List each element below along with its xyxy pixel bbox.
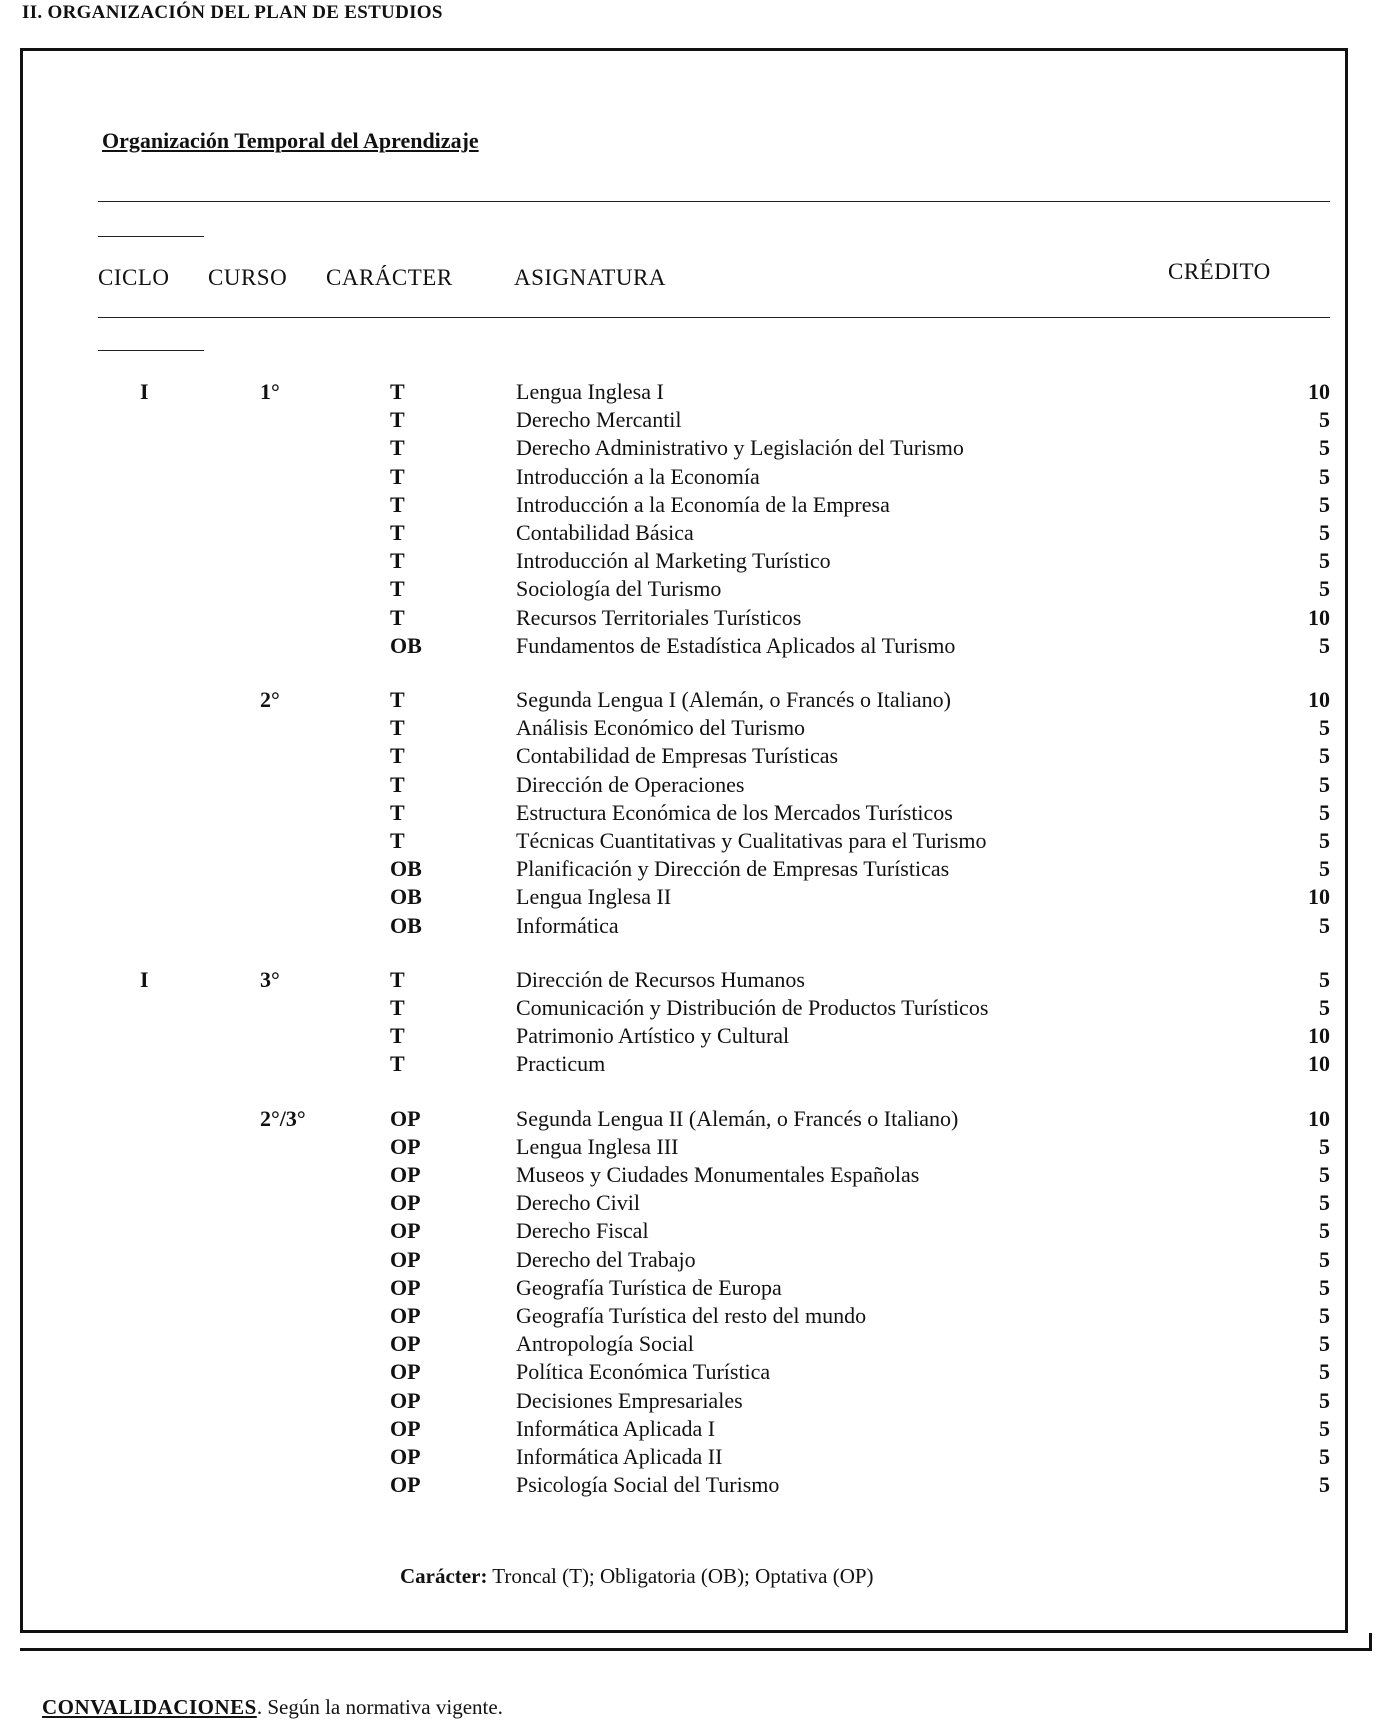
cell-caracter: OP [390, 1218, 421, 1243]
plan-subtitle: Organización Temporal del Aprendizaje [102, 128, 479, 153]
cell-caracter: OP [390, 1303, 421, 1328]
cell-credito: 5 [1319, 967, 1330, 992]
cell-credito: 5 [1319, 520, 1330, 545]
cell-caracter: T [390, 687, 405, 712]
cell-credito: 5 [1319, 1190, 1330, 1215]
cell-caracter: OB [390, 913, 422, 938]
cell-credito: 10 [1308, 1051, 1330, 1076]
cell-asignatura: Introducción a la Economía [516, 464, 760, 489]
cell-asignatura: Introducción al Marketing Turístico [516, 548, 831, 573]
convalidaciones-text: . Según la normativa vigente. [256, 1695, 503, 1719]
header-credito: CRÉDITO [1168, 259, 1271, 284]
header-asignatura: ASIGNATURA [514, 265, 666, 290]
cell-credito: 5 [1319, 1331, 1330, 1356]
cell-asignatura: Patrimonio Artístico y Cultural [516, 1023, 790, 1048]
cell-asignatura: Derecho Mercantil [516, 407, 682, 432]
frame-bottom-corner [1369, 1633, 1372, 1650]
cell-credito: 5 [1319, 1444, 1330, 1469]
cell-asignatura: Geografía Turística del resto del mundo [516, 1303, 867, 1328]
cell-asignatura: Fundamentos de Estadística Aplicados al Turismo [516, 633, 956, 658]
cell-asignatura: Informática Aplicada II [516, 1444, 723, 1469]
cell-asignatura: Museos y Ciudades Monumentales Españolas [516, 1162, 920, 1187]
cell-credito: 10 [1308, 1106, 1330, 1131]
cell-asignatura: Decisiones Empresariales [516, 1388, 743, 1413]
cell-credito: 5 [1319, 435, 1330, 460]
cell-asignatura: Antropología Social [516, 1331, 694, 1356]
cell-curso: 1° [260, 379, 280, 404]
header-top-rule-short [98, 236, 204, 237]
cell-credito: 5 [1319, 828, 1330, 853]
cell-credito: 5 [1319, 995, 1330, 1020]
legend-text: Troncal (T); Obligatoria (OB); Optativa (OP) [487, 1564, 874, 1588]
cell-caracter: T [390, 967, 405, 992]
cell-credito: 10 [1308, 379, 1330, 404]
cell-credito: 5 [1319, 715, 1330, 740]
cell-caracter: OB [390, 856, 422, 881]
cell-caracter: T [390, 492, 405, 517]
cell-asignatura: Técnicas Cuantitativas y Cualitativas para el Turismo [516, 828, 987, 853]
header-bottom-rule-short [98, 350, 204, 351]
cell-caracter: OP [390, 1162, 421, 1187]
cell-credito: 10 [1308, 884, 1330, 909]
convalidaciones-label: CONVALIDACIONES [42, 1695, 257, 1719]
cell-credito: 5 [1319, 1416, 1330, 1441]
cell-credito: 5 [1319, 1303, 1330, 1328]
cell-ciclo: I [140, 967, 149, 992]
cell-credito: 5 [1319, 1218, 1330, 1243]
legend-label: Carácter: [400, 1564, 488, 1588]
cell-credito: 5 [1319, 1388, 1330, 1413]
cell-asignatura: Análisis Económico del Turismo [516, 715, 806, 740]
cell-credito: 5 [1319, 856, 1330, 881]
cell-caracter: T [390, 435, 405, 460]
cell-caracter: OP [390, 1106, 421, 1131]
cell-credito: 10 [1308, 1023, 1330, 1048]
cell-ciclo: I [140, 379, 149, 404]
cell-asignatura: Dirección de Recursos Humanos [516, 967, 805, 992]
cell-credito: 5 [1319, 1472, 1330, 1497]
cell-caracter: OP [390, 1134, 421, 1159]
cell-credito: 5 [1319, 492, 1330, 517]
cell-asignatura: Estructura Económica de los Mercados Turísticos [516, 800, 953, 825]
cell-asignatura: Segunda Lengua II (Alemán, o Francés o Italiano) [516, 1106, 959, 1131]
cell-caracter: T [390, 1023, 405, 1048]
cell-asignatura: Derecho Fiscal [516, 1218, 649, 1243]
cell-asignatura: Comunicación y Distribución de Productos Turísticos [516, 995, 989, 1020]
cell-caracter: OP [390, 1331, 421, 1356]
cell-credito: 5 [1319, 1162, 1330, 1187]
cell-credito: 5 [1319, 633, 1330, 658]
cell-caracter: T [390, 828, 405, 853]
cell-caracter: T [390, 743, 405, 768]
cell-credito: 5 [1319, 548, 1330, 573]
cell-caracter: OP [390, 1190, 421, 1215]
cell-caracter: OP [390, 1359, 421, 1384]
cell-asignatura: Geografía Turística de Europa [516, 1275, 782, 1300]
cell-asignatura: Recursos Territoriales Turísticos [516, 605, 802, 630]
cell-asignatura: Sociología del Turismo [516, 576, 722, 601]
cell-asignatura: Derecho del Trabajo [516, 1247, 696, 1272]
cell-asignatura: Psicología Social del Turismo [516, 1472, 780, 1497]
cell-credito: 5 [1319, 464, 1330, 489]
cell-caracter: OB [390, 884, 422, 909]
cell-asignatura: Contabilidad Básica [516, 520, 694, 545]
cell-asignatura: Lengua Inglesa II [516, 884, 672, 909]
header-caracter: CARÁCTER [326, 265, 453, 290]
cell-caracter: T [390, 995, 405, 1020]
cell-asignatura: Derecho Civil [516, 1190, 641, 1215]
cell-asignatura: Lengua Inglesa III [516, 1134, 679, 1159]
cell-asignatura: Contabilidad de Empresas Turísticas [516, 743, 839, 768]
cell-caracter: T [390, 379, 405, 404]
cell-credito: 5 [1319, 1247, 1330, 1272]
cell-caracter: T [390, 800, 405, 825]
cell-caracter: OP [390, 1472, 421, 1497]
frame-bottom-rule [20, 1648, 1372, 1651]
cell-curso: 2°/3° [260, 1106, 306, 1131]
cell-asignatura: Dirección de Operaciones [516, 772, 745, 797]
cell-asignatura: Informática [516, 913, 619, 938]
cell-curso: 3° [260, 967, 280, 992]
cell-caracter: T [390, 1051, 405, 1076]
cell-caracter: T [390, 715, 405, 740]
cell-asignatura: Practicum [516, 1051, 606, 1076]
header-top-rule [98, 201, 1330, 202]
header-bottom-rule [98, 317, 1330, 318]
cell-credito: 5 [1319, 1275, 1330, 1300]
cell-asignatura: Planificación y Dirección de Empresas Turísticas [516, 856, 950, 881]
cell-caracter: OP [390, 1416, 421, 1441]
cell-credito: 5 [1319, 1359, 1330, 1384]
cell-credito: 5 [1319, 772, 1330, 797]
header-curso: CURSO [208, 265, 288, 290]
cell-asignatura: Informática Aplicada I [516, 1416, 716, 1441]
cell-caracter: T [390, 520, 405, 545]
cell-caracter: OP [390, 1388, 421, 1413]
cell-curso: 2° [260, 687, 280, 712]
section-title: II. ORGANIZACIÓN DEL PLAN DE ESTUDIOS [22, 2, 443, 23]
cell-caracter: OP [390, 1444, 421, 1469]
cell-credito: 5 [1319, 407, 1330, 432]
cell-caracter: OP [390, 1275, 421, 1300]
cell-credito: 5 [1319, 743, 1330, 768]
cell-credito: 5 [1319, 800, 1330, 825]
cell-asignatura: Segunda Lengua I (Alemán, o Francés o Italiano) [516, 687, 951, 712]
cell-credito: 5 [1319, 1134, 1330, 1159]
header-ciclo: CICLO [98, 265, 170, 290]
cell-credito: 5 [1319, 576, 1330, 601]
cell-caracter: T [390, 772, 405, 797]
cell-caracter: T [390, 548, 405, 573]
cell-caracter: T [390, 576, 405, 601]
cell-caracter: T [390, 407, 405, 432]
cell-caracter: OP [390, 1247, 421, 1272]
cell-asignatura: Derecho Administrativo y Legislación del Turismo [516, 435, 964, 460]
cell-asignatura: Política Económica Turística [516, 1359, 771, 1384]
cell-asignatura: Introducción a la Economía de la Empresa [516, 492, 890, 517]
caracter-legend [400, 1564, 874, 1589]
cell-caracter: T [390, 464, 405, 489]
cell-credito: 10 [1308, 605, 1330, 630]
cell-caracter: OB [390, 633, 422, 658]
cell-credito: 5 [1319, 913, 1330, 938]
cell-asignatura: Lengua Inglesa I [516, 379, 664, 404]
cell-credito: 10 [1308, 687, 1330, 712]
cell-caracter: T [390, 605, 405, 630]
